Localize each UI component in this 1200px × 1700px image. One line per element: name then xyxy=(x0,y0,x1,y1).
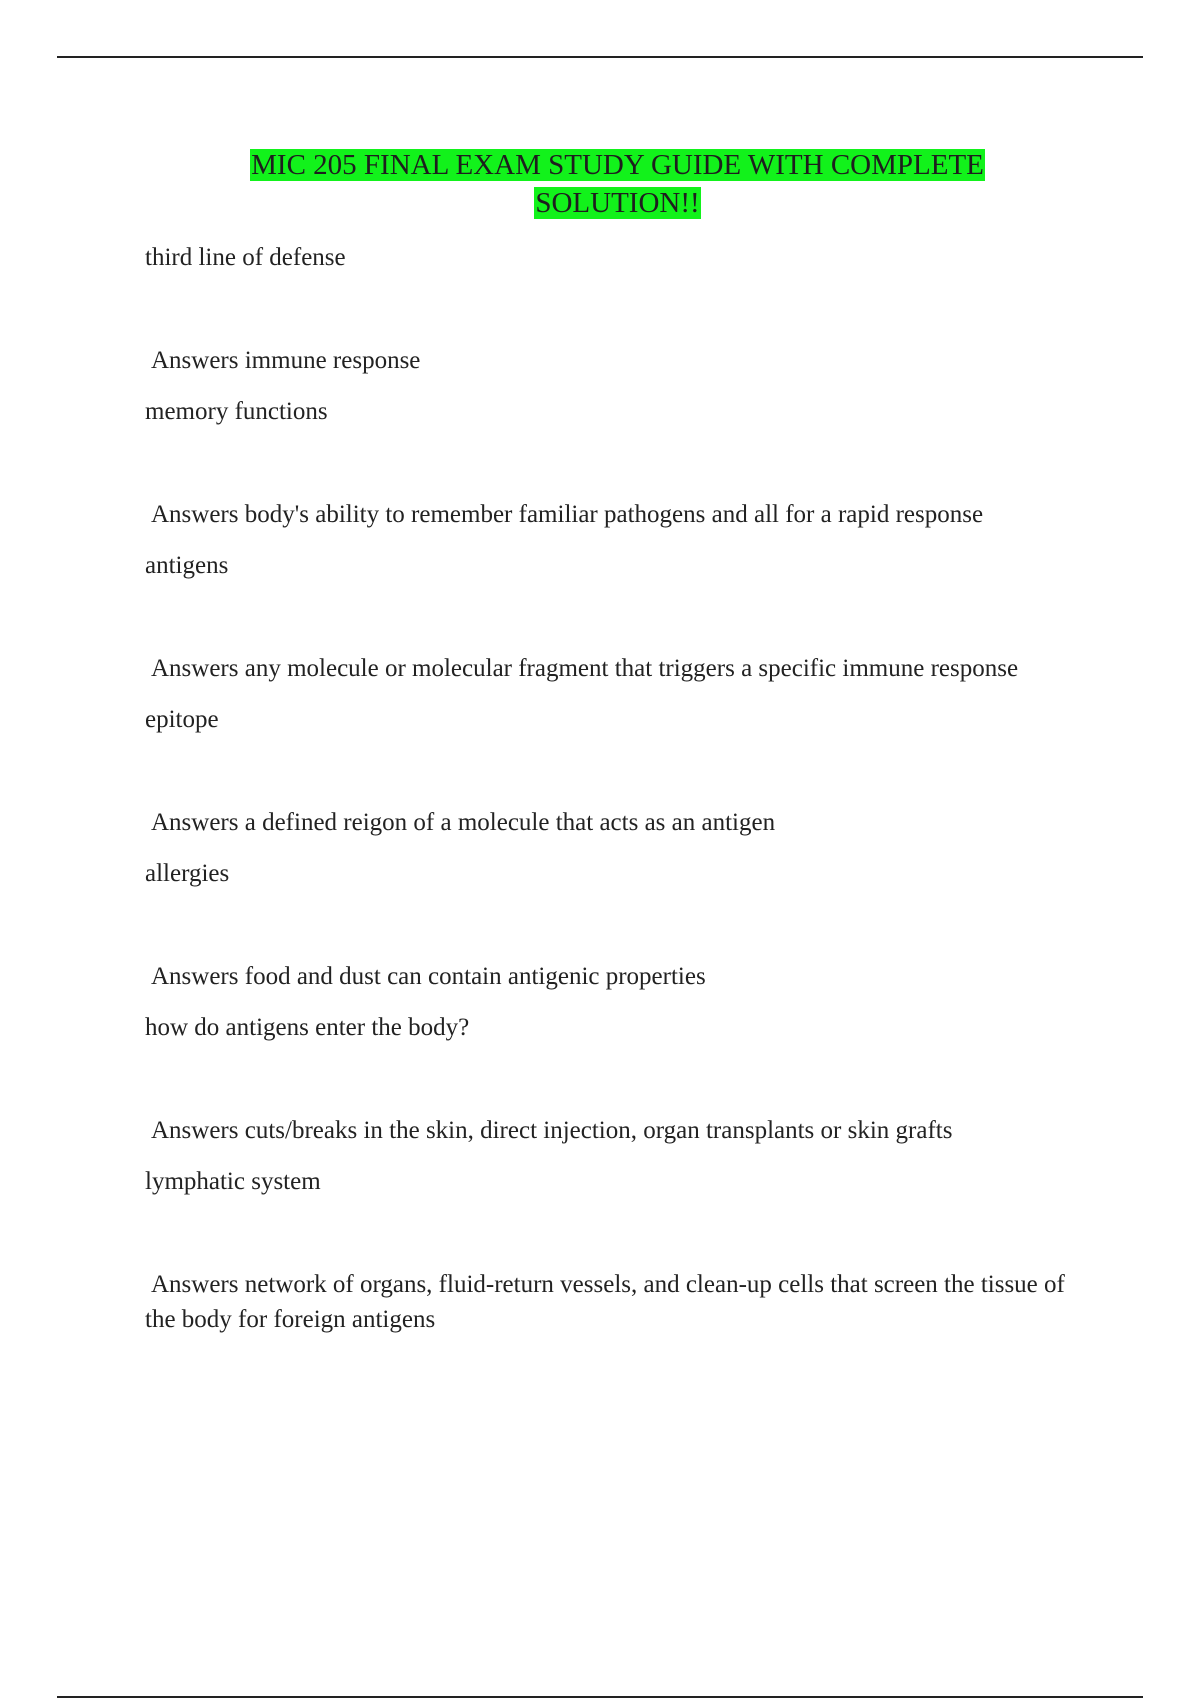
page-title xyxy=(145,146,1090,222)
page-title-line-1: MIC 205 FINAL EXAM STUDY GUIDE WITH COMPLETE xyxy=(251,149,984,181)
qa-term: allergies xyxy=(145,860,230,887)
page-title-line-2: SOLUTION!! xyxy=(535,187,700,219)
qa-term: antigens xyxy=(145,552,229,579)
qa-answer: Answers immune response xyxy=(151,347,421,374)
footer-rule xyxy=(57,1696,1143,1698)
qa-answer: Answers food and dust can contain antigenic properties xyxy=(151,963,706,990)
qa-term: epitope xyxy=(145,706,219,733)
qa-answer: Answers cuts/breaks in the skin, direct injection, organ transplants or skin grafts xyxy=(151,1117,953,1144)
qa-answer: Answers network of organs, fluid-return vessels, and clean-up cells that screen the tissue of the body for foreign antigens xyxy=(145,1271,1065,1333)
qa-term: memory functions xyxy=(145,398,328,425)
header-rule xyxy=(57,56,1143,58)
qa-term: how do antigens enter the body? xyxy=(145,1014,470,1041)
qa-answer: Answers a defined reigon of a molecule that acts as an antigen xyxy=(151,809,776,836)
qa-answer: Answers body's ability to remember familiar pathogens and all for a rapid response xyxy=(151,501,984,528)
qa-term: lymphatic system xyxy=(145,1168,321,1195)
qa-list xyxy=(145,240,1090,1337)
qa-term: third line of defense xyxy=(145,244,346,271)
qa-answer: Answers any molecule or molecular fragment that triggers a specific immune response xyxy=(151,655,1019,682)
